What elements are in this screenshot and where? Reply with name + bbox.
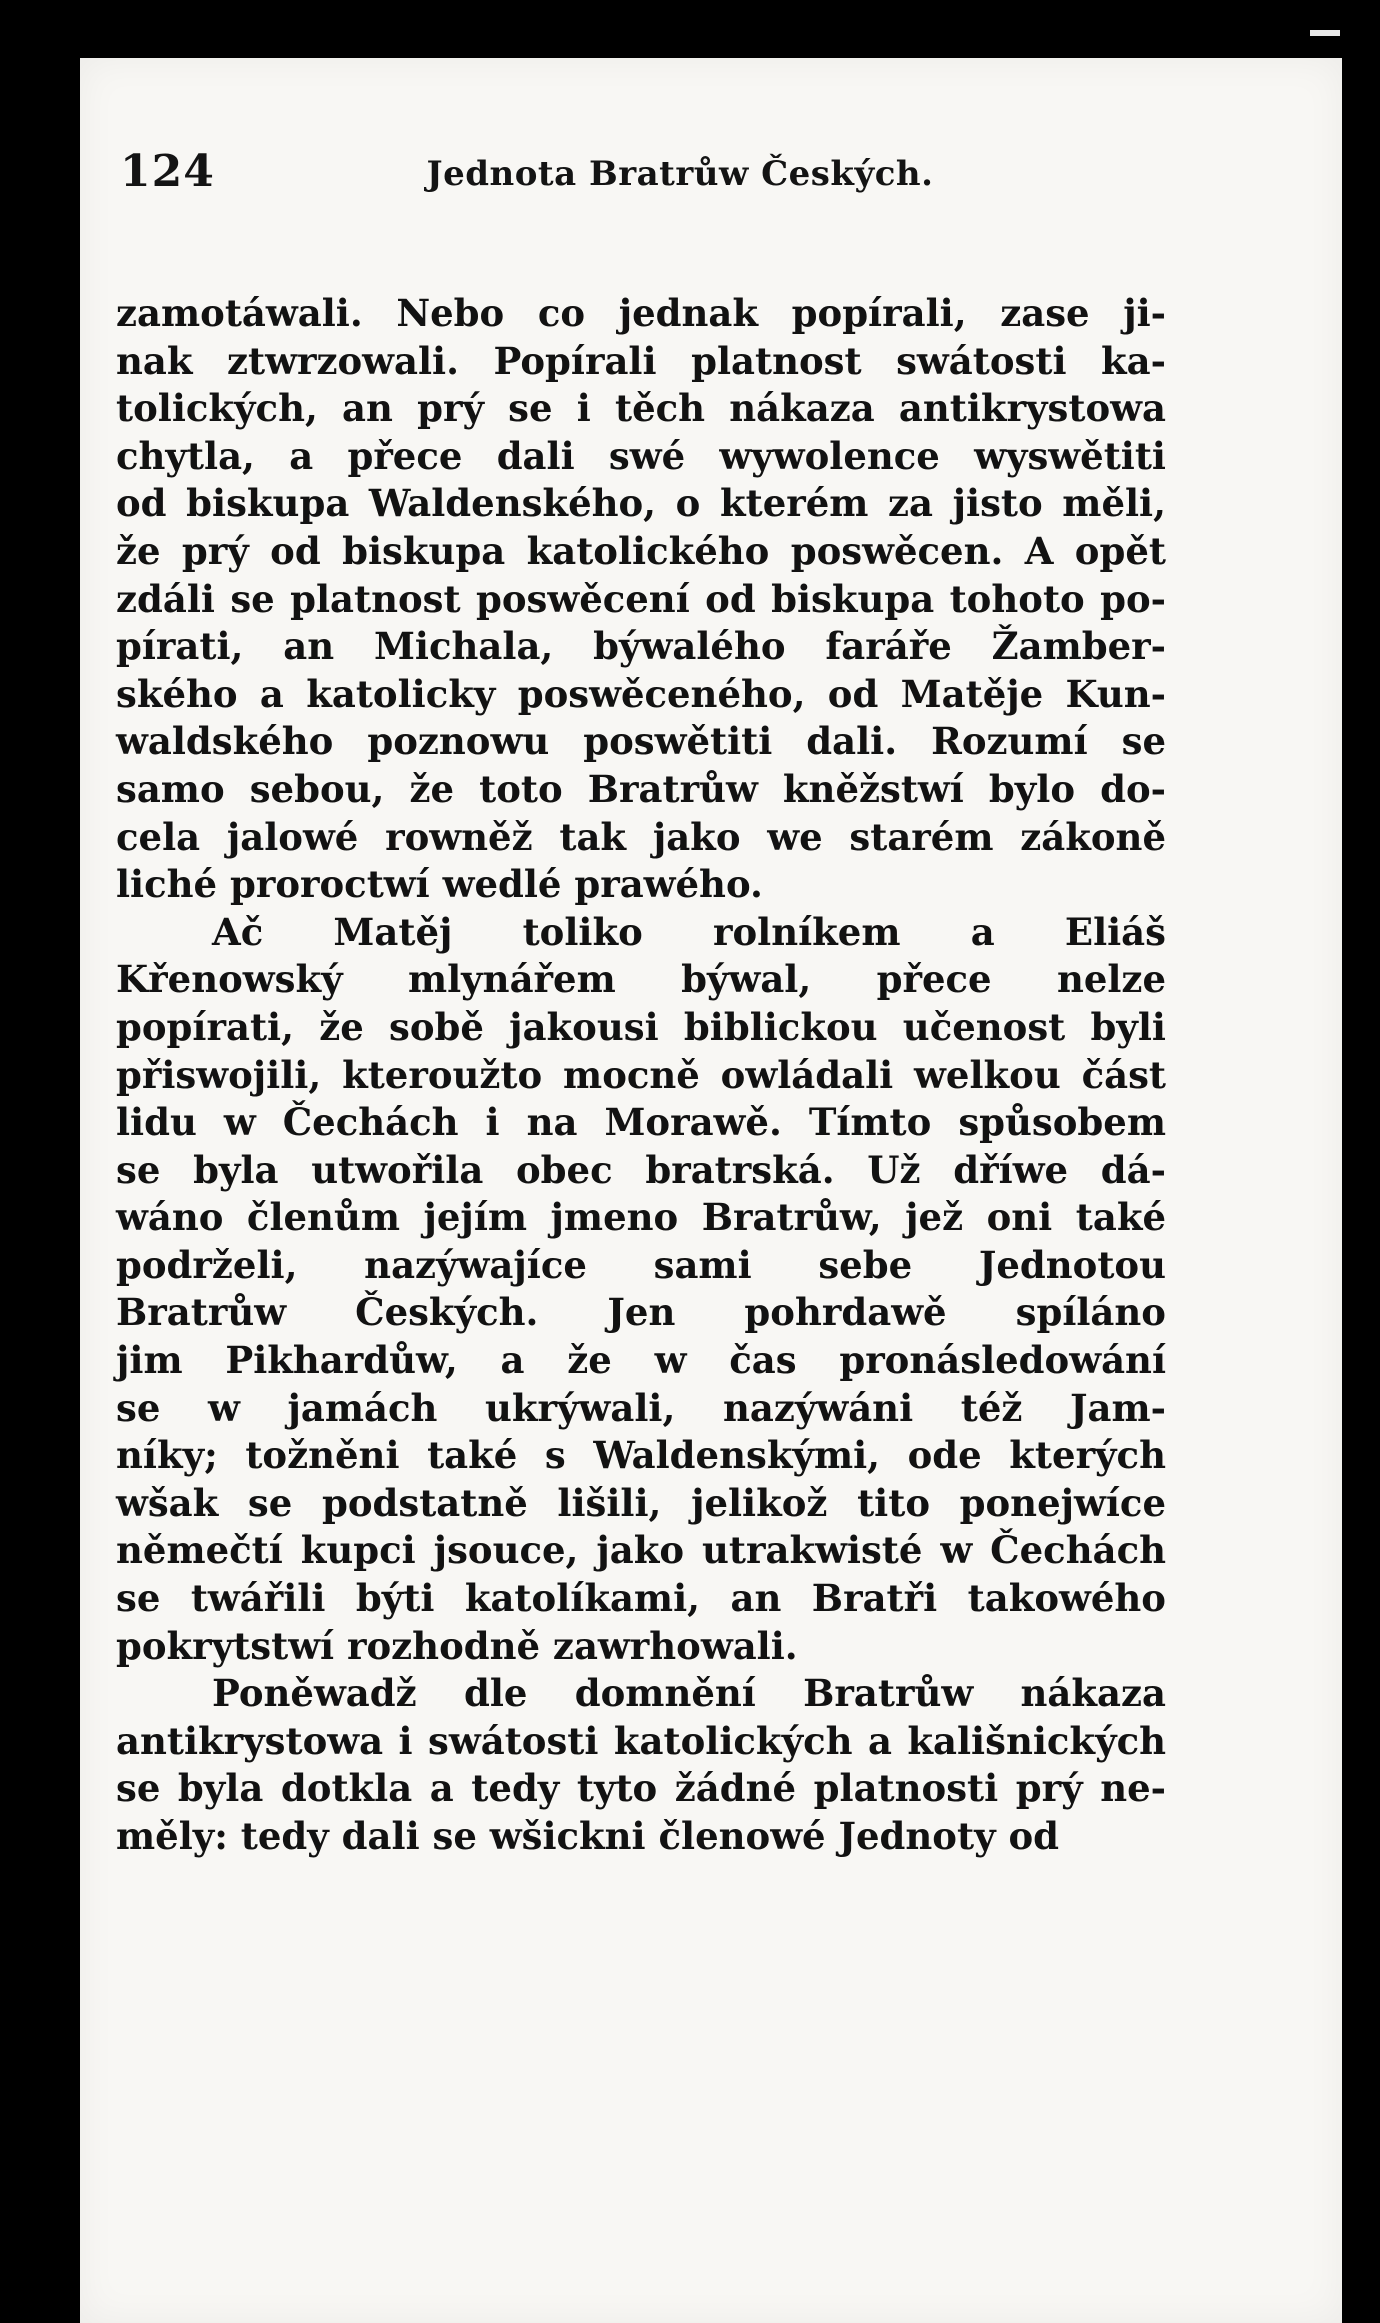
text-line: se w jamách ukrýwali, nazýwáni též Jam- xyxy=(116,1385,1166,1430)
paragraph xyxy=(116,1670,1166,1860)
text-line: wšak se podstatně lišili, jelikož tito ponejwíce xyxy=(116,1480,1166,1525)
text-line: ského a katolicky poswěceného, od Matěje Kun- xyxy=(116,671,1166,716)
text-line: Poněwadž dle domnění Bratrůw nákaza xyxy=(212,1671,1166,1716)
text-line: tolických, an prý se i těch nákaza antikrystowa xyxy=(116,386,1166,431)
text-line: od biskupa Waldenského, o kterém za jisto měli, xyxy=(116,481,1166,526)
text-line: se byla dotkla a tedy tyto žádné platnosti prý ne- xyxy=(116,1766,1166,1811)
text-line: měly: tedy dali se wšickni členowé Jednoty od xyxy=(116,1814,1059,1858)
text-line: zdáli se platnost poswěcení od biskupa tohoto po- xyxy=(116,576,1166,621)
body-text xyxy=(116,290,1166,1861)
running-title: Jednota Bratrůw Českých. xyxy=(426,154,934,194)
text-line: Ač Matěj toliko rolníkem a Eliáš xyxy=(212,909,1166,954)
text-line: popírati, že sobě jakousi biblickou učenost byli xyxy=(116,1004,1166,1049)
paragraph xyxy=(116,909,1166,1671)
page-number: 124 xyxy=(120,146,215,197)
text-line: wáno členům jejím jmeno Bratrůw, jež oni také xyxy=(116,1195,1166,1240)
text-line: němečtí kupci jsouce, jako utrakwisté w Čechách xyxy=(116,1528,1166,1573)
text-line: Bratrůw Českých. Jen pohrdawě spíláno xyxy=(116,1290,1166,1335)
text-line: že prý od biskupa katolického poswěcen. A opět xyxy=(116,528,1166,573)
text-line: níky; tožněni také s Waldenskými, ode kterých xyxy=(116,1433,1166,1478)
scan-edge-mark xyxy=(1310,30,1340,36)
text-line: pírati, an Michala, býwalého faráře Žamber- xyxy=(116,624,1166,669)
text-line: pokrytstwí rozhodně zawrhowali. xyxy=(116,1623,798,1668)
text-line: zamotáwali. Nebo co jednak popírali, zase ji- xyxy=(116,291,1166,335)
text-line: antikrystowa i swátosti katolických a kališnických xyxy=(116,1718,1166,1763)
paragraph xyxy=(116,290,1166,909)
text-line: se byla utwořila obec bratrská. Už dříwe dá- xyxy=(116,1147,1166,1192)
text-line: waldského poznowu poswětiti dali. Rozumí se xyxy=(116,719,1166,764)
text-line: samo sebou, že toto Bratrůw kněžstwí bylo do- xyxy=(116,766,1166,811)
text-line: liché proroctwí wedlé prawého. xyxy=(116,862,763,907)
text-line: se twářili býti katolíkami, an Bratři takowého xyxy=(116,1576,1166,1621)
text-line: lidu w Čechách i na Morawě. Tímto spůsobem xyxy=(116,1100,1166,1145)
text-line: Křenowský mlynářem býwal, přece nelze xyxy=(116,957,1166,1002)
text-line: přiswojili, kteroužto mocně owládali welkou část xyxy=(116,1052,1166,1097)
text-line: nak ztwrzowali. Popírali platnost swátosti ka- xyxy=(116,338,1166,383)
text-line: cela jalowé rowněž tak jako we starém zákoně xyxy=(116,814,1166,859)
text-line: chytla, a přece dali swé wywolence wyswětiti xyxy=(116,433,1166,478)
text-line: jim Pikhardůw, a že w čas pronásledowání xyxy=(116,1338,1166,1383)
page-header xyxy=(120,140,1240,210)
text-line: podrželi, nazýwajíce sami sebe Jednotou xyxy=(116,1242,1166,1287)
